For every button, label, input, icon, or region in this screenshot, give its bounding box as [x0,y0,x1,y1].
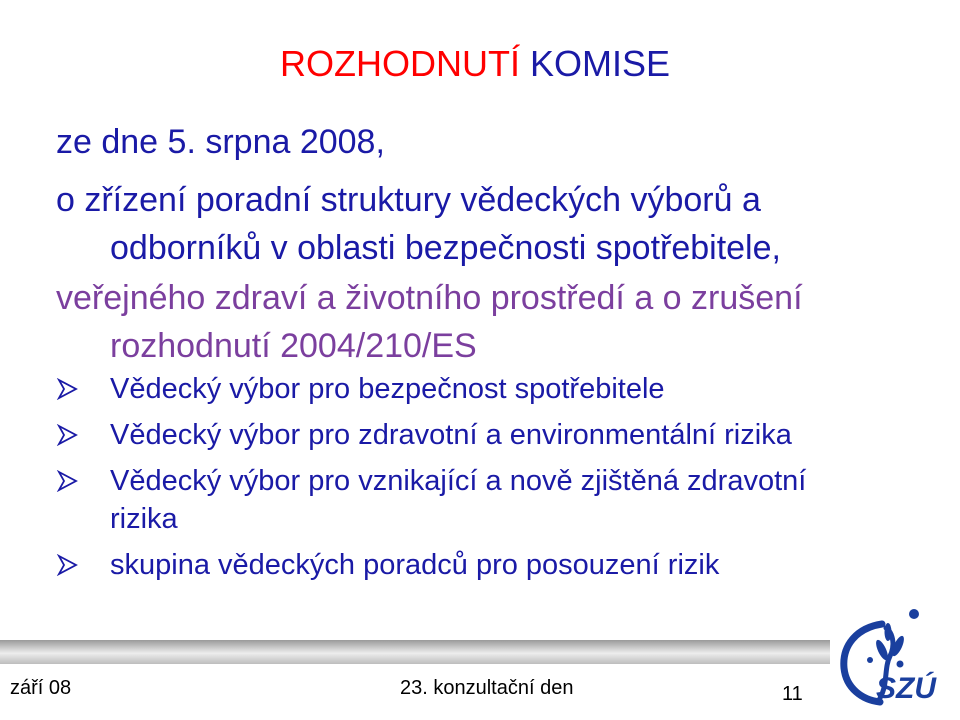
paragraph-repeal-line1: veřejného zdraví a životního prostředí a o zrušení [56,279,803,317]
list-item-text: skupina vědeckých poradců pro posouzení rizik [110,549,720,581]
list-item-text: Vědecký výbor pro vznikající a nově zjištěná zdravotní [110,465,807,497]
szu-logo-icon [830,602,956,718]
logo-text: SZÚ [876,672,936,705]
arrow-bullet-icon [56,554,78,576]
arrow-bullet-icon [56,424,78,446]
arrow-bullet-icon [56,470,78,492]
list-item [56,370,916,408]
title-komise: KOMISE [530,43,671,84]
paragraph-structure-line1: o zřízení poradní struktury vědeckých výborů a [56,181,761,219]
committee-list [56,370,916,592]
list-item [56,546,916,584]
slide-title [280,42,670,86]
list-item [56,462,916,538]
title-rozhodnuti: ROZHODNUTÍ [280,43,520,84]
date-line [56,118,916,166]
list-item-text: Vědecký výbor pro zdravotní a environmentální rizika [110,419,792,451]
list-item [56,416,916,454]
paragraph-structure [56,176,916,272]
list-item-text-continued: rizika [110,503,178,535]
footer-date: září 08 [10,677,72,699]
paragraph-repeal [56,274,916,370]
arrow-bullet-icon [56,378,78,400]
paragraph-repeal-line2: rozhodnutí 2004/210/ES [110,327,477,365]
footer-band [0,640,830,664]
footer-event: 23. konzultační den [400,677,574,699]
paragraph-structure-line2: odborníků v oblasti bezpečnosti spotřebitele, [110,229,781,267]
list-item-text: Vědecký výbor pro bezpečnost spotřebitele [110,373,665,405]
date-line-text: ze dne 5. srpna 2008, [56,123,385,161]
page-number: 11 [782,683,803,705]
